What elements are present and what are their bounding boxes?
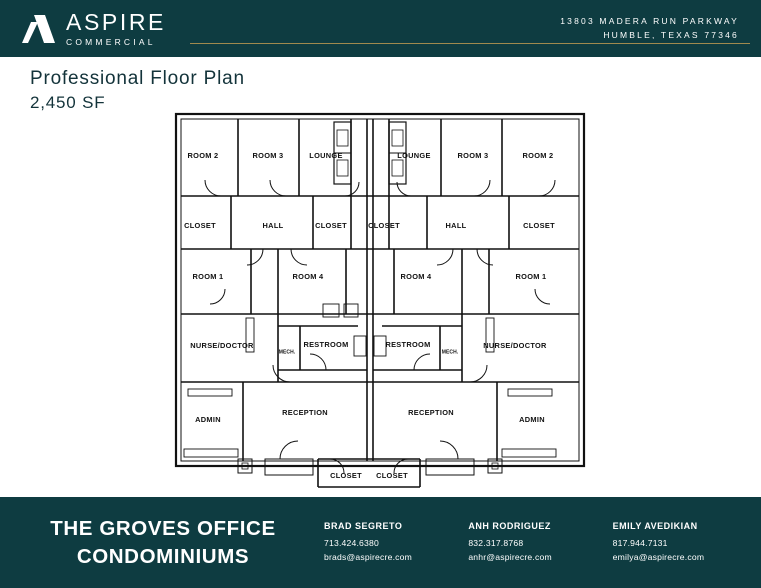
room-label: ROOM 2 — [187, 150, 219, 160]
contact-phone[interactable]: 817.944.7131 — [612, 537, 668, 548]
contact-name: BRAD SEGRETO — [324, 520, 403, 531]
room-label: LOUNGE — [309, 150, 343, 160]
room-label: CLOSET — [330, 470, 362, 480]
property-name — [0, 515, 320, 569]
room-label: HALL — [445, 220, 467, 230]
room-label: NURSE/DOCTOR — [483, 340, 547, 350]
floor-plan-drawing — [168, 104, 592, 490]
aspire-a-logo-icon — [22, 14, 56, 44]
room-label: MECH. — [441, 349, 459, 356]
brand-logo — [22, 8, 166, 47]
brand-name: ASPIRE — [66, 8, 166, 35]
room-label: RECEPTION — [282, 407, 328, 417]
brand-wordmark — [66, 8, 166, 47]
page-footer — [0, 497, 761, 588]
room-label: ROOM 3 — [457, 150, 489, 160]
room-label: ROOM 1 — [515, 271, 547, 281]
room-label: CLOSET — [376, 470, 408, 480]
contact-phone[interactable]: 713.424.6380 — [324, 537, 379, 548]
address-line-1: 13803 MADERA RUN PARKWAY — [560, 16, 739, 27]
page-subtitle: 2,450 SF — [30, 93, 106, 112]
contact-card — [609, 521, 753, 565]
property-name-line-1: THE GROVES OFFICE — [50, 517, 276, 541]
brand-tagline: COMMERCIAL — [66, 36, 156, 47]
page-title: Professional Floor Plan — [30, 68, 245, 89]
room-label: ROOM 1 — [192, 271, 224, 281]
page-header — [0, 0, 761, 57]
room-label: CLOSET — [368, 220, 400, 230]
property-name-line-2: CONDOMINIUMS — [76, 544, 250, 568]
room-label: ADMIN — [519, 414, 545, 424]
room-label: CLOSET — [184, 220, 216, 230]
contact-list — [320, 521, 761, 565]
room-label: RECEPTION — [408, 407, 454, 417]
room-label: ROOM 3 — [252, 150, 284, 160]
room-label: ROOM 4 — [400, 271, 432, 281]
room-label: HALL — [262, 220, 284, 230]
contact-email[interactable]: emilya@aspirecre.com — [612, 551, 705, 562]
room-label: CLOSET — [523, 220, 555, 230]
contact-name: EMILY AVEDIKIAN — [612, 520, 698, 531]
header-address — [560, 15, 739, 41]
room-label: MECH. — [278, 349, 296, 356]
room-label: NURSE/DOCTOR — [190, 340, 254, 350]
contact-card — [320, 521, 464, 565]
room-label: LOUNGE — [397, 150, 431, 160]
contact-name: ANH RODRIGUEZ — [468, 520, 551, 531]
contact-email[interactable]: anhr@aspirecre.com — [468, 551, 552, 562]
contact-phone[interactable]: 832.317.8768 — [468, 537, 524, 548]
room-label: CLOSET — [315, 220, 347, 230]
contact-email[interactable]: brads@aspirecre.com — [324, 551, 412, 562]
room-label: ADMIN — [195, 414, 221, 424]
room-label: RESTROOM — [385, 339, 431, 349]
floor-plan-svg — [168, 104, 592, 490]
contact-card — [464, 521, 608, 565]
room-label: RESTROOM — [303, 339, 349, 349]
room-label-group — [184, 151, 555, 480]
room-label: ROOM 2 — [522, 150, 554, 160]
room-label: ROOM 4 — [292, 271, 324, 281]
header-divider — [190, 43, 750, 44]
address-line-2: HUMBLE, TEXAS 77346 — [603, 29, 739, 40]
